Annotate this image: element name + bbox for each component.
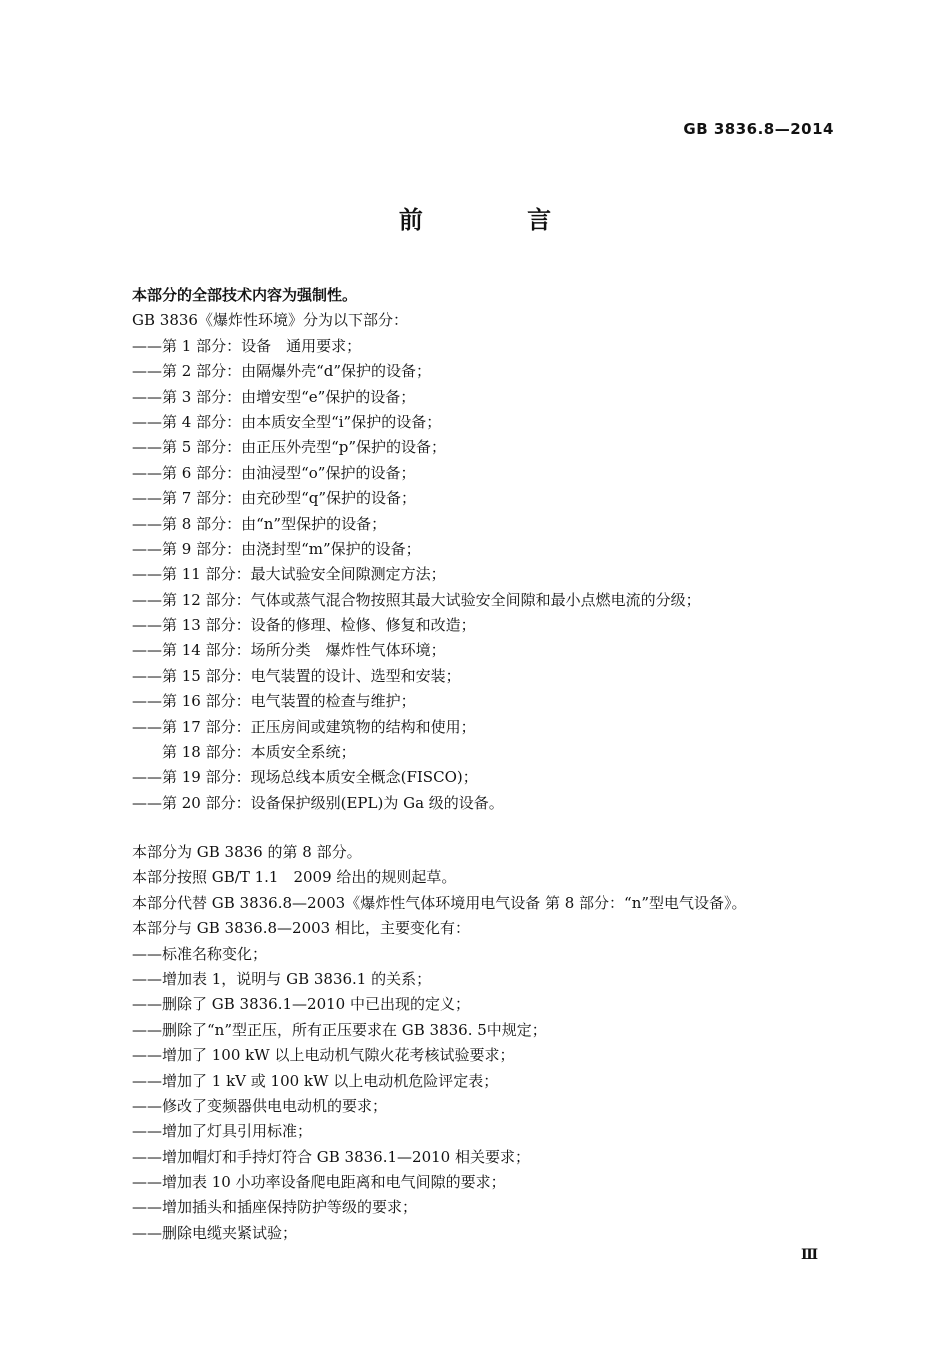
list-item: ——第 9 部分：由浇封型“m”保护的设备； xyxy=(132,539,421,558)
list-item: ——第 20 部分：设备保护级别(EPL)为 Ga 级的设备。 xyxy=(132,793,504,812)
list-item: ——修改了变频器供电电动机的要求； xyxy=(132,1096,388,1115)
list-item: 第 18 部分：本质安全系统； xyxy=(132,743,356,762)
list-item: ——删除了“n”型正压，所有正压要求在 GB 3836. 5中规定； xyxy=(132,1020,547,1039)
list-item: ——第 2 部分：由隔爆外壳“d”保护的设备； xyxy=(132,362,432,381)
text-line: 本部分按照 GB/T 1.1 2009 给出的规则起草。 xyxy=(132,868,457,887)
list-item: ——第 8 部分：由“n”型保护的设备； xyxy=(132,514,387,533)
list-item: ——增加了 100 kW 以上电动机气隙火花考核试验要求； xyxy=(132,1046,515,1065)
text-line: 本部分为 GB 3836 的第 8 部分。 xyxy=(132,843,362,861)
list-item: ——增加了灯具引用标准； xyxy=(132,1122,313,1141)
list-item: ——增加了 1 kV 或 100 kW 以上电动机危险评定表； xyxy=(132,1071,499,1090)
page-number: Ⅲ xyxy=(800,1247,818,1263)
list-item: ——标准名称变化； xyxy=(132,944,268,963)
list-item: ——第 16 部分：电气装置的检查与维护； xyxy=(132,692,416,711)
list-item: ——第 14 部分：场所分类 爆炸性气体环境； xyxy=(132,641,446,660)
text-line: 本部分与 GB 3836.8—2003 相比，主要变化有： xyxy=(132,919,470,938)
list-item: ——增加表 1，说明与 GB 3836.1 的关系； xyxy=(132,969,432,988)
list-item: ——第 6 部分：由油浸型“o”保护的设备； xyxy=(132,463,416,482)
list-item: ——第 7 部分：由充砂型“q”保护的设备； xyxy=(132,489,417,508)
list-item: ——第 1 部分：设备 通用要求； xyxy=(132,336,362,355)
list-item: ——第 11 部分：最大试验安全间隙测定方法； xyxy=(132,565,446,584)
list-item: ——第 17 部分：正压房间或建筑物的结构和使用； xyxy=(132,717,476,736)
page-title: 前 言 xyxy=(398,205,600,234)
standard-number-header: GB 3836.8—2014 xyxy=(683,120,834,138)
text-line: 本部分代替 GB 3836.8—2003《爆炸性气体环境用电气设备 第 8 部分：“n”型电气设备》。 xyxy=(132,893,747,912)
list-item: ——删除了 GB 3836.1—2010 中已出现的定义； xyxy=(132,995,470,1014)
changes-section xyxy=(132,840,832,1246)
list-item: ——增加表 10 小功率设备爬电距离和电气间隙的要求； xyxy=(132,1173,506,1192)
list-item: ——第 5 部分：由正压外壳型“p”保护的设备； xyxy=(132,438,447,457)
list-item: ——第 12 部分：气体或蒸气混合物按照其最大试验安全间隙和最小点燃电流的分级； xyxy=(132,590,701,609)
list-item: ——第 15 部分：电气装置的设计、选型和安装； xyxy=(132,666,461,685)
intro-section xyxy=(132,283,832,816)
list-item: ——增加帽灯和手持灯符合 GB 3836.1—2010 相关要求； xyxy=(132,1147,530,1166)
text-line: GB 3836《爆炸性环境》分为以下部分： xyxy=(132,311,408,330)
list-item: ——第 19 部分：现场总线本质安全概念(FISCO)； xyxy=(132,768,478,787)
text-line: 本部分的全部技术内容为强制性。 xyxy=(132,286,358,304)
list-item: ——增加插头和插座保持防护等级的要求； xyxy=(132,1198,418,1217)
list-item: ——第 4 部分：由本质安全型“i”保护的设备； xyxy=(132,412,442,431)
list-item: ——删除电缆夹紧试验； xyxy=(132,1223,298,1242)
list-item: ——第 13 部分：设备的修理、检修、修复和改造； xyxy=(132,616,476,635)
list-item: ——第 3 部分：由增安型“e”保护的设备； xyxy=(132,387,416,406)
